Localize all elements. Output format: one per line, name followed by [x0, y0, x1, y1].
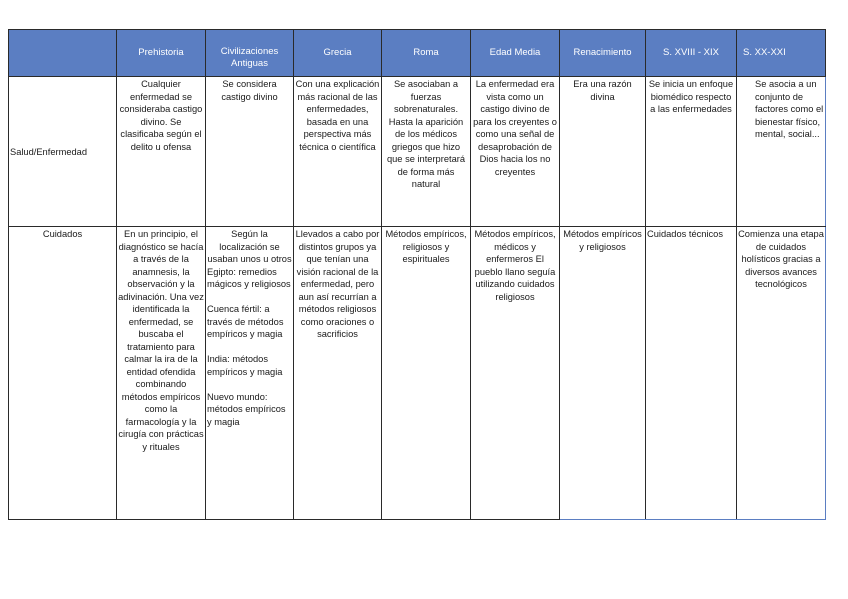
cell-salud-s-xx-xxi: Se asocia a un conjunto de factores como el bienestar físico, mental, social... [737, 77, 826, 227]
cell-cuidados-renacimiento: Métodos empíricos y religiosos [560, 227, 646, 520]
table-header-row [9, 30, 826, 77]
cell-cuidados-prehistoria: En un principio, el diagnóstico se hacía a través de la anamnesis, la observación y la adivinación. Una vez identificada la enfermedad, se buscaba el tratamiento para calmar la ira de la entidad ofendida combinando métodos empíricos como la farmacología y la cirugía con prácticas y rituales [117, 227, 206, 520]
header-cell-s-xviii-xix: S. XVIII - XIX [646, 30, 737, 77]
cell-cuidados-s-xviii-xix: Cuidados técnicos [646, 227, 737, 520]
header-cell-grecia: Grecia [294, 30, 382, 77]
cell-cuidados-edad-media: Métodos empíricos, médicos y enfermeros El pueblo llano seguía utilizando cuidados religiosos [471, 227, 560, 520]
table-row [9, 77, 826, 227]
header-cell-prehistoria: Prehistoria [117, 30, 206, 77]
cell-salud-grecia: Con una explicación más racional de las enfermedades, basada en una perspectiva más técnica o científica [294, 77, 382, 227]
row-label-salud: Salud/Enfermedad [9, 77, 117, 227]
civ-india: India: métodos empíricos y magia [207, 354, 283, 377]
cell-salud-prehistoria: Cualquier enfermedad se consideraba castigo divino. Se clasificaba según el delito u ofensa [117, 77, 206, 227]
row-label-cuidados: Cuidados [9, 227, 117, 520]
cell-salud-edad-media: La enfermedad era vista como un castigo divino de para los creyentes o como una señal de desaprobación de Dios hacia los no creyentes [471, 77, 560, 227]
cell-cuidados-civilizaciones [206, 227, 294, 520]
header-cell-edad-media: Edad Media [471, 30, 560, 77]
table-row [9, 227, 826, 520]
cell-salud-civilizaciones: Se considera castigo divino [206, 77, 294, 227]
civ-cuenca-fertil: Cuenca fértil: a través de métodos empíricos y magia [207, 304, 284, 339]
cell-salud-roma: Se asociaban a fuerzas sobrenaturales. Hasta la aparición de los médicos griegos que hizo que se interpretará de forma más natural [382, 77, 471, 227]
cell-cuidados-grecia: Llevados a cabo por distintos grupos ya que tenían una visión racional de la enfermedad, pero aun así recurrían a métodos religiosos como oraciones o sacrificios [294, 227, 382, 520]
header-cell-corner [9, 30, 117, 77]
civ-nuevo-mundo: Nuevo mundo: métodos empíricos y magia [207, 391, 286, 427]
header-cell-s-xx-xxi: S. XX-XXI [737, 30, 826, 77]
cell-cuidados-s-xx-xxi: Comienza una etapa de cuidados holísticos gracias a diversos avances tecnológicos [737, 227, 826, 520]
header-cell-renacimiento: Renacimiento [560, 30, 646, 77]
cell-salud-s-xviii-xix: Se inicia un enfoque biomédico respecto a las enfermedades [646, 77, 737, 227]
cell-salud-renacimiento: Era una razón divina [560, 77, 646, 227]
civ-intro: Según la localización se usaban unos u otros [207, 229, 292, 264]
history-health-table [8, 29, 826, 520]
header-cell-civilizaciones: Civilizaciones Antiguas [206, 30, 294, 77]
cell-cuidados-roma: Métodos empíricos, religiosos y espirituales [382, 227, 471, 520]
civ-egipto: Egipto: remedios mágicos y religiosos [207, 266, 291, 289]
header-cell-roma: Roma [382, 30, 471, 77]
